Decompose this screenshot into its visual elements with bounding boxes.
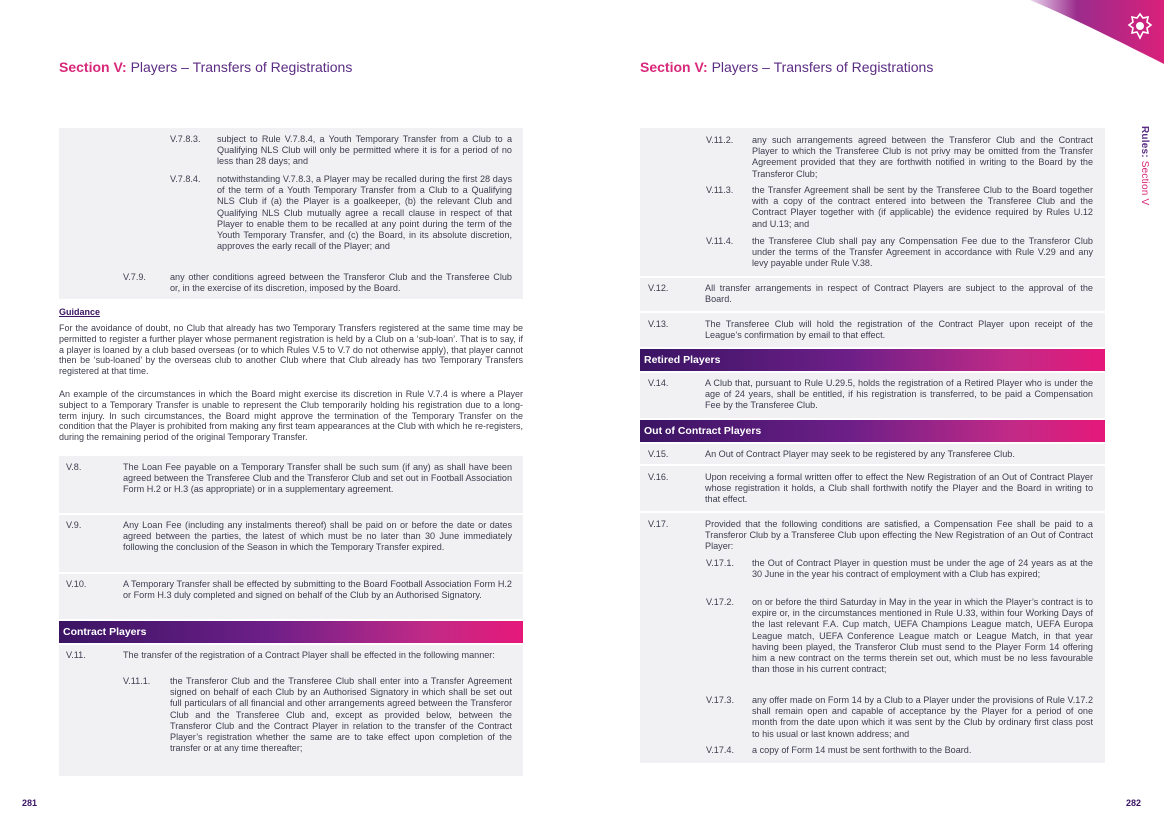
rule-item: V.7.8.3. subject to Rule V.7.8.4, a Youth Temporary Transfer from a Club to a Qualifying NLS Club will only be permitted where it is for a period of no less than 28 days; and xyxy=(170,134,512,167)
rule-block-v13: V.13. The Transferee Club will hold the registration of the Contract Player upon receipt of the League’s confirmation by email to that effect. xyxy=(640,313,1105,347)
rule-block-v8: V.8. The Loan Fee payable on a Temporary Transfer shall be such sum (if any) as shall have been agreed between the Transferee Club and the Transferor Club and set out in Football Association Form H.2 or H.3 (as appropriate) or in a supplementary agreement. xyxy=(59,456,523,513)
lion-crest-icon xyxy=(1127,12,1153,40)
sidebar-section-label: Rules: Section V xyxy=(1139,126,1150,206)
page-number-left: 281 xyxy=(22,798,38,808)
contract-players-heading: Contract Players xyxy=(59,621,523,643)
rule-block-v16: V.16. Upon receiving a formal written offer to effect the New Registration of an Out of Contract Player whose registration it holds, a Club shall forthwith notify the Player and the Board in writing to that effect. xyxy=(640,466,1105,511)
rule-block-v15: V.15. An Out of Contract Player may seek to be registered by any Transferee Club. xyxy=(640,444,1105,464)
rule-item: V.7.8.4. notwithstanding V.7.8.3, a Player may be recalled during the first 28 days of the term of a Youth Temporary Transfer from a Club to a Qualifying NLS Club if (a) the Player is a goalkeeper, (b) the relevant Club and Qualifying NLS Club mutually agree a recall clause in respect of that Player to enable them to be recalled at any point during the term of the Youth Temporary Transfer, and (c) the Board, in its absolute discretion, approves the early recall of the Player; and xyxy=(170,174,512,252)
rule-block-v10: V.10. A Temporary Transfer shall be effected by submitting to the Board Football Association Form H.2 or Form H.3 duly completed and signed on behalf of the Club by an Authorised Signatory. xyxy=(59,574,523,619)
section-title-right: Section V: Players – Transfers of Registrations xyxy=(640,59,934,75)
right-page xyxy=(582,0,1164,825)
section-title-left: Section V: Players – Transfers of Registrations xyxy=(59,59,353,75)
rule-item: V.7.9. any other conditions agreed between the Transferor Club and the Transferee Club or, in the exercise of its discretion, imposed by the Board. xyxy=(123,272,512,294)
guidance-heading: Guidance xyxy=(59,307,101,317)
rule-block-v7 xyxy=(59,128,523,299)
rule-block-v14: V.14. A Club that, pursuant to Rule U.29.5, holds the registration of a Retired Player who is under the age of 24 years, shall be entitled, if his registration is transferred, to be paid a Compensation Fee by the Transferee Club. xyxy=(640,373,1105,418)
rule-block-v11-cont: V.11.2. any such arrangements agreed between the Transferor Club and the Contract Player to which the Transferee Club is not privy may be omitted from the Transfer Agreement provided that they are forthwith notified in writing to the Board by the Transferor Club; V.11.3. the Transfer Agreement shall be sent by the Transferee Club to the Board together with a copy of the contract entered into between the Transferee Club and the Contract Player together with (if applicable) the evidence required by Rules U.12 and U.13; and V.11.4. the Transferee Club shall pay any Compensation Fee due to the Transferor Club under the terms of the Transfer Agreement in accordance with Rule V.29 and any levy payable under Rule V.38. xyxy=(640,128,1105,276)
rule-block-v17: V.17. Provided that the following conditions are satisfied, a Compensation Fee shall be paid to a Transferor Club by a Transferee Club upon effecting the New Registration of an Out of Contract Player: V.17.1. the Out of Contract Player in question must be under the age of 24 years as at the 30 June in the year his contract of employment with a Club has expired; V.17.2. on or before the third Saturday in May in the year in which the Player’s contract is to expire or, in the circumstances mentioned in Rule U.33, within four Working Days of the last relevant F.A. Cup match, UEFA Champions League match, UEFA Europa League match, UEFA Conference League match or League Match, in that year having been played, the Transferor Club must send to the Player Form 14 offering him a new contract on the terms therein set out, which must be no less favourable than those in his current contract; V.17.3. any offer made on Form 14 by a Club to a Player under the provisions of Rule V.17.2 shall remain open and capable of acceptance by the Player for a period of one month from the date upon which it was sent by the Club by ordinary first class post to his usual or last known address; and V.17.4. a copy of Form 14 must be sent forthwith to the Board. xyxy=(640,513,1105,763)
page-number-right: 282 xyxy=(1126,798,1142,808)
out-of-contract-players-heading: Out of Contract Players xyxy=(640,420,1105,442)
guidance-paragraph: For the avoidance of doubt, no Club that already has two Temporary Transfers registered at the same time may be permitted to register a further player whose permanent registration is held by a Club on a ‘sub-loan’. That is to say, if a player is loaned by a club based overseas (or to which Rules V.5 to V.7 do not otherwise apply), that player cannot then be ‘sub-loaned’ by the overseas club to another Club where that Club already has two Temporary Transfers registered at that time. xyxy=(59,323,523,377)
rule-block-v11: V.11. The transfer of the registration of a Contract Player shall be effected in the following manner: V.11.1. the Transferor Club and the Transferee Club shall enter into a Transfer Agreement signed on behalf of each Club by an Authorised Signatory in which shall be set out full particulars of all financial and other arrangements agreed between the Transferor Club and the Transferee Club and, except as provided below, between the Transferor Club and the Contract Player in relation to the transfer of the Contract Player’s registration whether the same are to take effect upon completion of the transfer or at any time thereafter; xyxy=(59,645,523,776)
guidance-paragraph: An example of the circumstances in which the Board might exercise its discretion in Rule V.7.4 is where a Player subject to a Temporary Transfer is unable to represent the Club temporarily holding his registration due to a long-term injury. In such circumstances, the Board might approve the termination of the Temporary Transfer on the condition that the Player is prohibited from making any first team appearances at the Club with which he re-registers, during the remaining period of the original Temporary Transfer. xyxy=(59,389,523,443)
retired-players-heading: Retired Players xyxy=(640,349,1105,371)
rule-block-v12: V.12. All transfer arrangements in respect of Contract Players are subject to the approval of the Board. xyxy=(640,278,1105,311)
rule-block-v9: V.9. Any Loan Fee (including any instalments thereof) shall be paid on or before the date or dates agreed between the parties, the latest of which must be no later than 30 June immediately following the conclusion of the Season in which the Temporary Transfer expired. xyxy=(59,515,523,572)
